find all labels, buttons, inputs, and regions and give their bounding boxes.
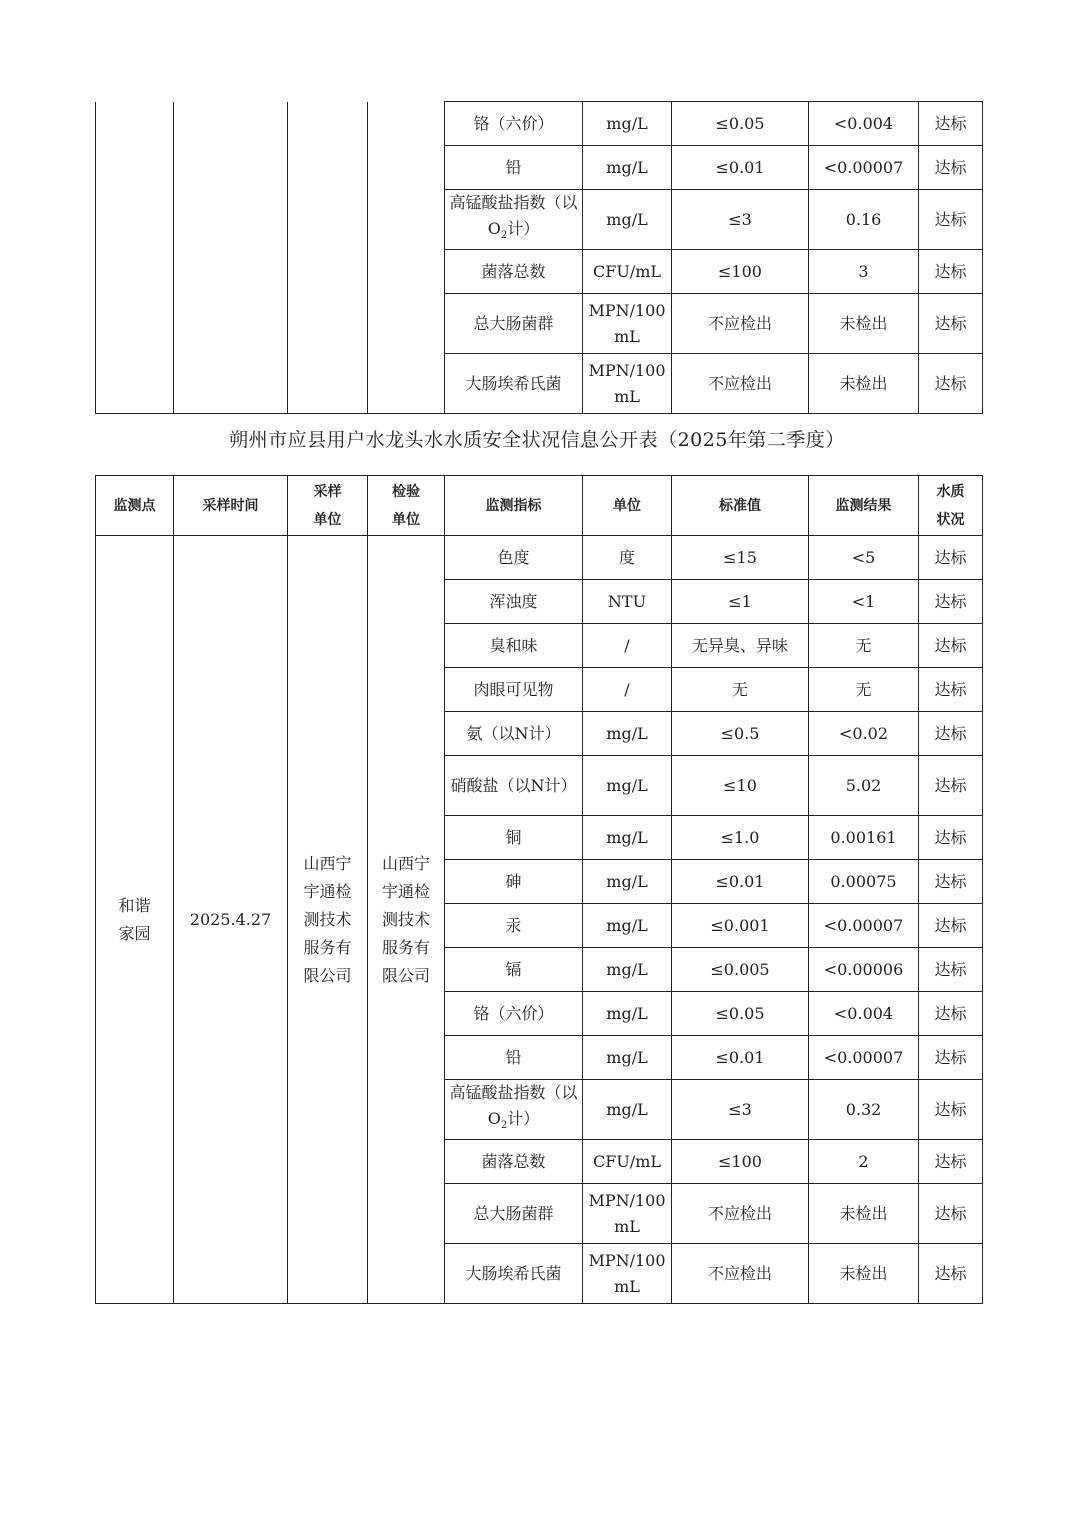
cell-indicator: 铅 (445, 1036, 583, 1080)
cell-status: 达标 (919, 1140, 983, 1184)
cell-indicator: 肉眼可见物 (445, 668, 583, 712)
cell-unit: CFU/mL (583, 250, 672, 294)
blank-cell (174, 102, 288, 414)
cell-standard: 不应检出 (672, 1244, 809, 1304)
cell-standard: 无异臭、异味 (672, 624, 809, 668)
cell-result: <1 (809, 580, 919, 624)
cell-indicator: 汞 (445, 904, 583, 948)
cell-status: 达标 (919, 756, 983, 816)
cell-standard: ≤100 (672, 1140, 809, 1184)
cell-indicator: 硝酸盐（以N计） (445, 756, 583, 816)
cell-result: <5 (809, 536, 919, 580)
cell-status: 达标 (919, 1184, 983, 1244)
blank-cell (288, 102, 368, 414)
cell-result: 0.32 (809, 1080, 919, 1140)
cell-status: 达标 (919, 102, 983, 146)
cell-unit: mg/L (583, 904, 672, 948)
cell-standard: ≤0.01 (672, 146, 809, 190)
cell-indicator: 菌落总数 (445, 1140, 583, 1184)
cell-result: <0.004 (809, 992, 919, 1036)
cell-standard: ≤0.01 (672, 1036, 809, 1080)
cell-result: <0.00007 (809, 904, 919, 948)
header-site: 监测点 (96, 476, 174, 536)
table-row (96, 536, 983, 580)
cell-result: <0.00007 (809, 1036, 919, 1080)
cell-indicator: 大肠埃希氏菌 (445, 354, 583, 414)
cell-result: 0.16 (809, 190, 919, 250)
cell-result: <0.00006 (809, 948, 919, 992)
cell-result: 0.00075 (809, 860, 919, 904)
cell-unit: mg/L (583, 190, 672, 250)
cell-indicator: 铅 (445, 146, 583, 190)
cell-status: 达标 (919, 992, 983, 1036)
header-date: 采样时间 (174, 476, 288, 536)
cell-standard: ≤15 (672, 536, 809, 580)
cell-unit: MPN/100 mL (583, 1244, 672, 1304)
cell-standard: 无 (672, 668, 809, 712)
cell-unit: mg/L (583, 1080, 672, 1140)
cell-unit: mg/L (583, 860, 672, 904)
cell-status: 达标 (919, 1080, 983, 1140)
header-row (96, 476, 983, 536)
cell-indicator: 高锰酸盐指数（以$O_2$计） (445, 190, 583, 250)
cell-indicator: 臭和味 (445, 624, 583, 668)
cell-result: 无 (809, 624, 919, 668)
cell-status: 达标 (919, 1244, 983, 1304)
cell-result: 未检出 (809, 1184, 919, 1244)
cell-result: <0.02 (809, 712, 919, 756)
cell-indicator: 铜 (445, 816, 583, 860)
cell-unit: mg/L (583, 146, 672, 190)
cell-status: 达标 (919, 1036, 983, 1080)
cell-standard: 不应检出 (672, 1184, 809, 1244)
cell-status: 达标 (919, 580, 983, 624)
cell-standard: ≤3 (672, 190, 809, 250)
cell-unit: mg/L (583, 1036, 672, 1080)
header-inspector: 检验单位 (368, 476, 445, 536)
header-standard: 标准值 (672, 476, 809, 536)
cell-standard: ≤1 (672, 580, 809, 624)
cell-unit: MPN/100 mL (583, 1184, 672, 1244)
cell-indicator: 镉 (445, 948, 583, 992)
cell-standard: ≤0.01 (672, 860, 809, 904)
cell-standard: ≤0.001 (672, 904, 809, 948)
cell-status: 达标 (919, 536, 983, 580)
cell-unit: / (583, 624, 672, 668)
cell-standard: ≤1.0 (672, 816, 809, 860)
cell-unit: NTU (583, 580, 672, 624)
cell-status: 达标 (919, 904, 983, 948)
header-sampler: 采样单位 (288, 476, 368, 536)
cell-indicator: 总大肠菌群 (445, 1184, 583, 1244)
cell-result: 未检出 (809, 1244, 919, 1304)
cell-standard: ≤0.05 (672, 102, 809, 146)
cell-status: 达标 (919, 354, 983, 414)
cell-indicator: 浑浊度 (445, 580, 583, 624)
cell-unit: mg/L (583, 816, 672, 860)
cell-result: 0.00161 (809, 816, 919, 860)
cell-result: 未检出 (809, 354, 919, 414)
cell-standard: ≤0.5 (672, 712, 809, 756)
date-cell: 2025.4.27 (174, 536, 288, 1304)
cell-status: 达标 (919, 816, 983, 860)
cell-result: 2 (809, 1140, 919, 1184)
cell-indicator: 氨（以N计） (445, 712, 583, 756)
continued-results-table (95, 101, 983, 414)
cell-result: 5.02 (809, 756, 919, 816)
cell-indicator: 铬（六价） (445, 102, 583, 146)
cell-status: 达标 (919, 668, 983, 712)
header-status: 水质状况 (919, 476, 983, 536)
cell-standard: ≤10 (672, 756, 809, 816)
header-unit: 单位 (583, 476, 672, 536)
cell-indicator: 菌落总数 (445, 250, 583, 294)
cell-status: 达标 (919, 948, 983, 992)
inspector-cell: 山西宁宇通检测技术服务有限公司 (368, 536, 445, 1304)
site-cell: 和谐家园 (96, 536, 174, 1304)
cell-unit: / (583, 668, 672, 712)
cell-status: 达标 (919, 624, 983, 668)
cell-indicator: 砷 (445, 860, 583, 904)
cell-status: 达标 (919, 190, 983, 250)
cell-standard: 不应检出 (672, 294, 809, 354)
cell-unit: MPN/100 mL (583, 354, 672, 414)
cell-indicator: 大肠埃希氏菌 (445, 1244, 583, 1304)
cell-unit: mg/L (583, 102, 672, 146)
blank-cell (96, 102, 174, 414)
sampler-cell: 山西宁宇通检测技术服务有限公司 (288, 536, 368, 1304)
cell-result: <0.004 (809, 102, 919, 146)
cell-unit: CFU/mL (583, 1140, 672, 1184)
cell-indicator: 色度 (445, 536, 583, 580)
cell-indicator: 总大肠菌群 (445, 294, 583, 354)
cell-standard: 不应检出 (672, 354, 809, 414)
cell-standard: ≤0.005 (672, 948, 809, 992)
cell-status: 达标 (919, 294, 983, 354)
page-title: 朔州市应县用户水龙头水水质安全状况信息公开表（2025年第二季度） (229, 429, 845, 451)
header-indicator: 监测指标 (445, 476, 583, 536)
cell-unit: mg/L (583, 992, 672, 1036)
cell-result: 无 (809, 668, 919, 712)
cell-status: 达标 (919, 250, 983, 294)
cell-result: <0.00007 (809, 146, 919, 190)
cell-result: 3 (809, 250, 919, 294)
water-quality-table (95, 475, 983, 1304)
cell-indicator: 高锰酸盐指数（以$O_2$计） (445, 1080, 583, 1140)
cell-status: 达标 (919, 860, 983, 904)
cell-status: 达标 (919, 712, 983, 756)
cell-unit: mg/L (583, 756, 672, 816)
cell-unit: mg/L (583, 712, 672, 756)
cell-standard: ≤0.05 (672, 992, 809, 1036)
cell-indicator: 铬（六价） (445, 992, 583, 1036)
cell-status: 达标 (919, 146, 983, 190)
cell-unit: mg/L (583, 948, 672, 992)
cell-standard: ≤100 (672, 250, 809, 294)
cell-unit: 度 (583, 536, 672, 580)
blank-cell (368, 102, 445, 414)
cell-standard: ≤3 (672, 1080, 809, 1140)
cell-unit: MPN/100 mL (583, 294, 672, 354)
cell-result: 未检出 (809, 294, 919, 354)
table-row (96, 102, 983, 146)
header-result: 监测结果 (809, 476, 919, 536)
